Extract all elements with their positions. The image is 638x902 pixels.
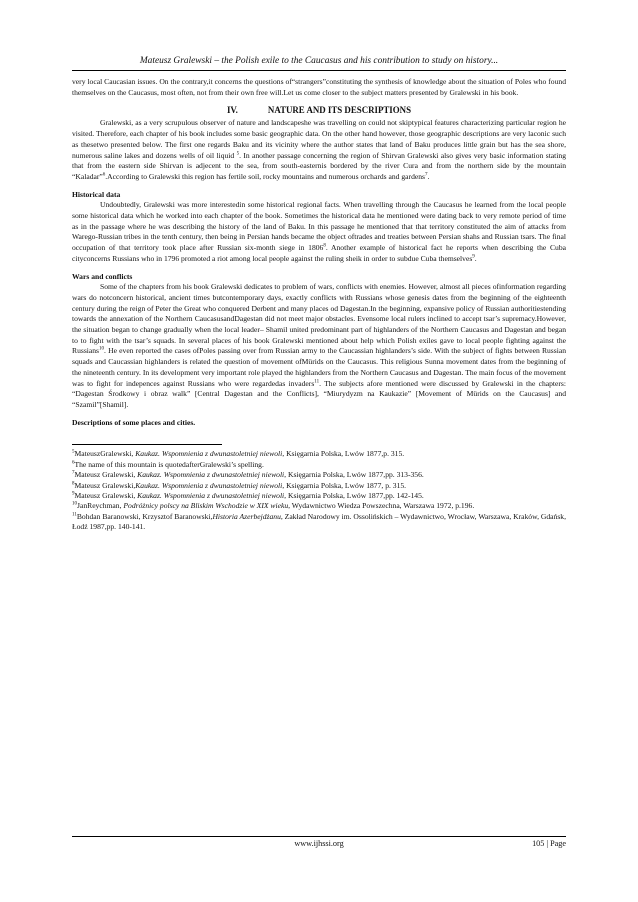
wars-heading: Wars and conflicts [72,271,133,281]
footnote-item: $^{11}$Bohdan Baranowski, Krzysztof Baranowski,Historia Azerbejdżanu, Zakład Narodowy im. Ossolińskich – Wydawnictwo, Wrocław, Warszawa, Kraków, Gdańsk, Łodź 1987,pp. 140-141. [72,511,566,532]
footnote-item: $^5$MateuszGralewski, Kaukaz. Wspomnienia z dwunastoletniej niewoli, Księgarnia Polska, Lwów 1877,p. 315. [72,449,405,459]
historical-paragraph: Undoubtedly, Gralewski was more interestedin some historical regional facts. When travelling through the Caucasus he learned from the local people some historical data which he worked into each chapter of the book. Sometimes the historical data he mentioned were dating back to very remote period of time as in the passage where he was describing the history of the land of Baku. In this passage he mentioned that that territory constituted the aim of attacks from Warego-Russian tribes in the tenth century, then being in Persian hands became the object oftrades and treaties between Persian shahs and Russian tsars. The final occupation of that territory took place after Russian six-month siege in 1806$^8$. Another example of historical fact he reports when describing the Cuba cityconcerns Russians who in 1796 promoted a riot among local people against the ruling sheik in order to subdue Cuba themselves$^9$. [72,200,566,263]
intro-paragraph: very local Caucasian issues. On the contrary,it concerns the questions of“strangers”constituting the synthesis of knowledge about the situation of Poles who found themselves on the Caucasus, most often, not from their own free will.Let us come closer to the subject matters presented by Gralewski in his book. [72,77,566,97]
section-title: NATURE AND ITS DESCRIPTIONS [267,105,412,116]
footnote-ref[interactable]: 8 [323,243,326,249]
wars-paragraph: Some of the chapters from his book Gralewski dedicates to problem of wars, conflicts with enemies. However, almost all pieces ofinformation regarding wars do notconcern historical, ancient times butcontemporary days, exactly conflicts with Russians whose genesis dates from the beginning of the eighteenth century during the reign of Peter the Great who conquered Derbent and many places od Dagestan.In the beginning, expansive policy of Russian authoritiestending towards the annexation of the Northern CaucasusandDagestan did not meet major obstacles. Evensome local rulers inclined to accept tsar’s supremacy.However, the situation began to change gradually when the local leader– Shamil united predominant part of highlanders of the Northern Caucasus and Dagestan and began to to fight with the tsar’s squads. In several places of his book Gralewski mentioned about help which Polish exiles gave to local people fighting against the Russians$^{10}$. He even reported the cases ofPoles passing over from Russian army to the Caucassian highlanders’s side. With the subject of fights between Russian squads and Caucassian highlanders is related the question of movement ofMürids on the Caucasus. This religious Sunna movement dates from the beginning of the nineteenth century. In its development very important role played the highlanders from the Northern Caucasus and Dagestan. The main focus of the movement was to fight for indepences against Russians who were regardedas invaders$^{11}$. The subjects afore mentioned were discussed by Gralewski in the chapters: “Dagestan Środkowy i obraz walk” [Central Dagestan and the Conflicts], “Miurydyzm na Kaukazie” [Movement of Mürids on the Caucasus] and “Szamil”[Shamil]. [72,282,566,409]
footnote-divider [72,444,222,445]
footnote-item: $^9$Mateusz Gralewski, Kaukaz. Wspomnienia z dwunastoletniej niewoli, Księgarnia Polska, Lwów 1877,pp. 142-145. [72,491,424,501]
footnote-ref[interactable]: 11 [314,379,320,385]
footnote-ref[interactable]: 9 [472,254,475,260]
section-number: IV. [226,105,238,116]
footnotes [72,449,566,532]
footnote-ref[interactable]: 6 [102,172,106,178]
historical-data-heading: Historical data [72,189,121,199]
footnote-ref[interactable]: 7 [424,172,428,178]
article-body [72,77,566,533]
page-number: 105 | Page [532,839,566,848]
nature-paragraph: Gralewski, as a very scrupulous observer of nature and landscapeshe was travelling on could not skiptypical features characterizing particular region he visited. Therefore, each chapter of his book includes some basic geographic data. On the other hand however, those geographic descriptions are very laconic such as thesetwo presented below. The first one regards Baku and its vicinity where the author states that land of Baku produces little grain but has the sea shore, numerous saline lakes and dozens wells of oil liquid $^5$. In another passage concerning the region of Shirvan Gralewski also gives very basic information stating that from the eastern side Shirvan is adjecent to the sea, from south-easternis bordered by the river Cura and from the northern side by the mountain “Kaladar”$^6$.According to Gralewski this region has fertile soil, rocky mountains and numerous orchards and gardens$^7$. [72,118,566,181]
footnote-ref[interactable]: 10 [99,346,105,352]
journal-website-link[interactable]: www.ijhssi.org [294,839,344,848]
footnote-item: $^7$Mateusz Gralewski, Kaukaz. Wspomnienia z dwunastoletniej niewoli, Księgarnia Polska, Lwów 1877,pp. 313-356. [72,470,424,480]
footnote-item: $^6$The name of this mountain is quotedafterGralewski’s spelling. [72,459,264,469]
places-heading: Descriptions of some places and cities. [72,417,196,427]
section-heading [72,105,566,115]
page-footer [72,836,566,850]
footnote-item: $^8$Mateusz Gralewski,Kaukaz. Wspomnienia z dwunastoletniej niewoli, Księgarnia Polska, Lwów 1877, p. 315. [72,480,407,490]
running-header: Mateusz Gralewski – the Polish exile to the Caucasus and his contribution to study on history... [72,56,566,71]
footnote-ref[interactable]: 5 [236,150,240,156]
footnote-item: $^{10}$JanReychman, Podróżnicy polscy na Bliskim Wschodzie w XIX wieku, Wydawnictwo Wiedza Powszechna, Warszawa 1972, p.196. [72,501,475,511]
